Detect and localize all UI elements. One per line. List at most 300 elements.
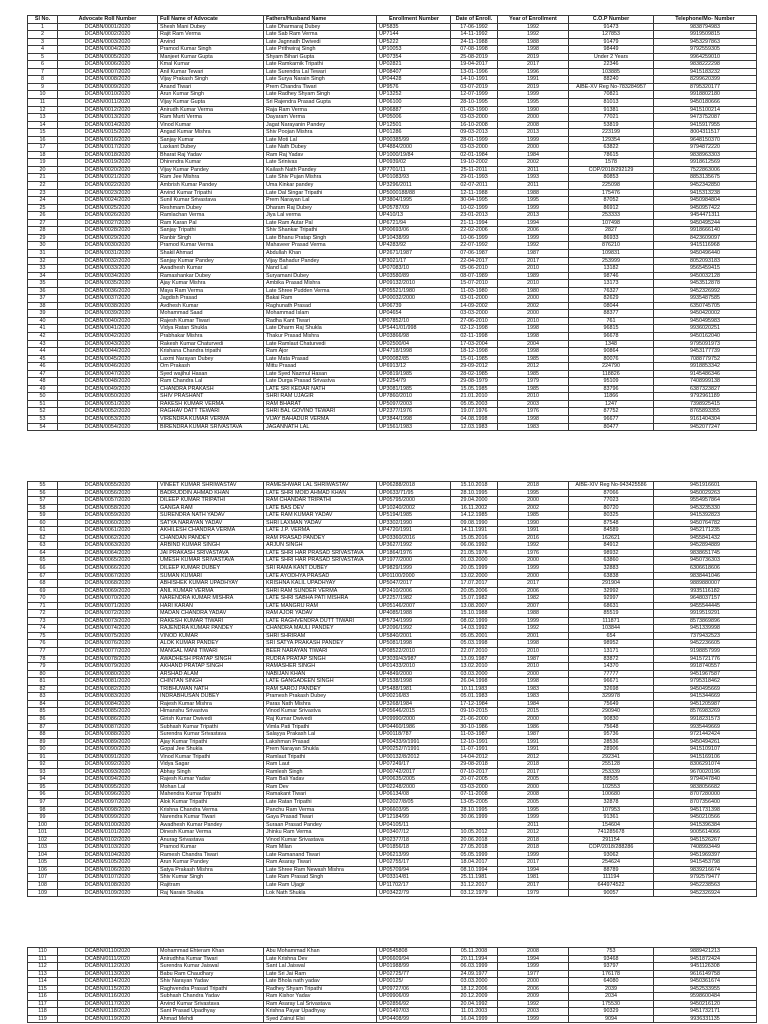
- telephone-cell: 9838963303: [654, 152, 757, 160]
- header-enrollment-date: Date of Enroll.: [451, 16, 498, 24]
- telephone-cell: 9792579477: [654, 874, 757, 882]
- enrollment-year-cell: 1987: [498, 250, 569, 258]
- enrollment-date-cell: 21.01.2010: [451, 393, 498, 401]
- sl-no-cell: 82: [28, 686, 58, 694]
- father-husband-name-cell: Raj Kumar Dwivedi: [264, 716, 377, 724]
- advocate-name-cell: Ranbir Singh: [158, 235, 264, 243]
- enrollment-date-cell: 05.05.2003: [451, 401, 498, 409]
- advocate-list-table-part-3: [27, 947, 757, 1023]
- enrollment-number-cell: UP01100/2000: [377, 573, 451, 581]
- roll-number-cell: DCABN/0033/2020: [58, 265, 158, 273]
- telephone-cell: 9794872220: [654, 144, 757, 152]
- cop-number-cell: 11866: [569, 393, 654, 401]
- roll-number-cell: DCABN/0098/2020: [58, 807, 158, 815]
- advocate-name-cell: Arun Kumar Singh: [158, 91, 264, 99]
- father-husband-name-cell: Prem Narayan Lal: [264, 197, 377, 205]
- sl-no-cell: 105: [28, 859, 58, 867]
- enrollment-year-cell: 1998: [498, 416, 569, 424]
- advocate-name-cell: Ram Jee Mishra: [158, 174, 264, 182]
- telephone-cell: 9453235330: [654, 505, 757, 513]
- roll-number-cell: DCABN/0091/2020: [58, 754, 158, 762]
- sl-no-cell: 3: [28, 39, 58, 47]
- enrollment-number-cell: UP1561/1983: [377, 424, 451, 432]
- enrollment-date-cell: 12-11-1988: [451, 190, 498, 198]
- father-husband-name-cell: Vimla Pati Tripathi: [264, 724, 377, 732]
- sl-no-cell: 25: [28, 205, 58, 213]
- father-husband-name-cell: Late Ramanand Tiwari: [264, 852, 377, 860]
- enrollment-date-cell: 20.12.2009: [451, 993, 498, 1001]
- telephone-cell: 9918740557: [654, 663, 757, 671]
- father-husband-name-cell: LATE SHRI MOID AHMAD KHAN: [264, 490, 377, 498]
- cop-number-cell: 109831: [569, 250, 654, 258]
- father-husband-name-cell: Lakshman Prasad: [264, 739, 377, 747]
- enrollment-number-cell: UP04408/99: [377, 1016, 451, 1024]
- cop-number-cell: 224790: [569, 363, 654, 371]
- enrollment-date-cell: 16.11.2002: [451, 505, 498, 513]
- enrollment-date-cell: 29-09-2012: [451, 363, 498, 371]
- enrollment-year-cell: 2018: [498, 482, 569, 490]
- father-husband-name-cell: RAM PRASAD PANDEY: [264, 535, 377, 543]
- sl-no-cell: 23: [28, 190, 58, 198]
- telephone-cell: 8573869896: [654, 618, 757, 626]
- telephone-cell: 9648150370: [654, 137, 757, 145]
- enrollment-number-cell: UP09990/2000: [377, 716, 451, 724]
- advocate-name-cell: RAGHAV DATT TEWARI: [158, 408, 264, 416]
- enrollment-date-cell: 05-06-2010: [451, 265, 498, 273]
- advocate-name-cell: Rajesh Kumar Mishra: [158, 701, 264, 709]
- advocate-name-cell: Narendra Kumar Tiwari: [158, 814, 264, 822]
- father-husband-name-cell: Late Ratan Tripathi: [264, 799, 377, 807]
- telephone-cell: 9670020196: [654, 769, 757, 777]
- enrollment-date-cell: 20.05.1999: [451, 565, 498, 573]
- enrollment-number-cell: UP4283/92: [377, 242, 451, 250]
- advocate-name-cell: JAI PRAKASH SRIVASTAVA: [158, 550, 264, 558]
- father-husband-name-cell: Late Bhola nath yadav: [264, 978, 377, 986]
- enrollment-number-cell: UP02725/77: [377, 971, 451, 979]
- enrollment-year-cell: 2016: [498, 535, 569, 543]
- sl-no-cell: 32: [28, 258, 58, 266]
- advocate-name-cell: ANIL KUMAR VERMA: [158, 588, 264, 596]
- father-husband-name-cell: Late Ram Prasad Singh: [264, 874, 377, 882]
- roll-number-cell: DCABN/0023/2020: [58, 190, 158, 198]
- roll-number-cell: DCABN/0101/2020: [58, 829, 158, 837]
- advocate-name-cell: Mahendra Kumar Tripathi: [158, 791, 264, 799]
- telephone-cell: 9451126308: [654, 963, 757, 971]
- sl-no-cell: 65: [28, 557, 58, 565]
- father-husband-name-cell: LATE AYODHYA PRASAD: [264, 573, 377, 581]
- father-husband-name-cell: Shiv Shankar Tripathi: [264, 227, 377, 235]
- cop-number-cell: 77777: [569, 671, 654, 679]
- telephone-cell: 9452077247: [654, 424, 757, 432]
- father-husband-name-cell: Gaya Prasad Tiwari: [264, 814, 377, 822]
- cop-number-cell: 22346: [569, 61, 654, 69]
- enrollment-year-cell: 2000: [498, 573, 569, 581]
- roll-number-cell: DCABN/0051/2020: [58, 401, 158, 409]
- sl-no-cell: 86: [28, 716, 58, 724]
- father-husband-name-cell: Late Dharmaraj Dubey: [264, 24, 377, 32]
- roll-number-cell: DCABN/0097/2020: [58, 799, 158, 807]
- enrollment-date-cell: 12-10-1991: [451, 739, 498, 747]
- cop-number-cell: 13173: [569, 280, 654, 288]
- cop-number-cell: 80076: [569, 356, 654, 364]
- enrollment-date-cell: 12.03.1983: [451, 424, 498, 432]
- enrollment-date-cell: 30.06.1999: [451, 814, 498, 822]
- enrollment-year-cell: 1992: [498, 542, 569, 550]
- cop-number-cell: 82629: [569, 295, 654, 303]
- cop-number-cell: COP/2018/288286: [569, 844, 654, 852]
- roll-number-cell: DCABN/0086/2020: [58, 716, 158, 724]
- sl-no-cell: 74: [28, 625, 58, 633]
- cop-number-cell: 644974522: [569, 882, 654, 890]
- telephone-cell: 8299620399: [654, 76, 757, 84]
- enrollment-date-cell: 21-06-2000: [451, 716, 498, 724]
- enrollment-date-cell: 07-06-1987: [451, 250, 498, 258]
- sl-no-cell: 89: [28, 739, 58, 747]
- enrollment-year-cell: 2008: [498, 948, 569, 956]
- enrollment-year-cell: 1998: [498, 46, 569, 54]
- cop-number-cell: 80720: [569, 505, 654, 513]
- father-husband-name-cell: VIJAY BAHADUR VERMA: [264, 416, 377, 424]
- enrollment-number-cell: UP5835: [377, 24, 451, 32]
- telephone-cell: 9452238563: [654, 882, 757, 890]
- advocate-name-cell: Ram Murti Verma: [158, 114, 264, 122]
- cop-number-cell: 129354: [569, 137, 654, 145]
- cop-number-cell: 84912: [569, 542, 654, 550]
- enrollment-year-cell: 1998: [498, 333, 569, 341]
- enrollment-year-cell: 2000: [498, 784, 569, 792]
- telephone-cell: 9936020251: [654, 325, 757, 333]
- father-husband-name-cell: Ram Dev: [264, 784, 377, 792]
- enrollment-date-cell: 17-12-1984: [451, 701, 498, 709]
- father-husband-name-cell: Suraan Prasad Pandey: [264, 822, 377, 830]
- enrollment-number-cell: UP03580/89: [377, 273, 451, 281]
- enrollment-date-cell: 10-02-1999: [451, 205, 498, 213]
- cop-number-cell: 741285678: [569, 829, 654, 837]
- cop-number-cell: 76327: [569, 288, 654, 296]
- advocate-name-cell: Mohan Lal: [158, 784, 264, 792]
- enrollment-date-cell: 25-08-2019: [451, 54, 498, 62]
- roll-number-cell: DCABN/0087/2020: [58, 724, 158, 732]
- telephone-cell: 9451732171: [654, 1008, 757, 1016]
- telephone-cell: 8707280000: [654, 791, 757, 799]
- cop-number-cell: 127853: [569, 31, 654, 39]
- cop-number-cell: 93468: [569, 956, 654, 964]
- enrollment-date-cell: 03-03-2000: [451, 310, 498, 318]
- enrollment-date-cell: 10.05.2012: [451, 829, 498, 837]
- cop-number-cell: 107498: [569, 220, 654, 228]
- cop-number-cell: COP/2018/292129: [569, 167, 654, 175]
- telephone-cell: 7522863006: [654, 167, 757, 175]
- roll-number-cell: DCABN/0077/2020: [58, 648, 158, 656]
- cop-number-cell: 63838: [569, 573, 654, 581]
- father-husband-name-cell: Ramlaut Tripathi: [264, 754, 377, 762]
- enrollment-number-cell: UP07354: [377, 54, 451, 62]
- header-enrollment-year: Year of Enrollment: [498, 16, 569, 24]
- advocate-name-cell: Anurag Srivastava: [158, 837, 264, 845]
- sl-no-cell: 98: [28, 807, 58, 815]
- telephone-cell: 9450736303: [654, 557, 757, 565]
- enrollment-year-cell: 2015: [498, 708, 569, 716]
- enrollment-year-cell: 2010: [498, 393, 569, 401]
- enrollment-date-cell: 16-10-2008: [451, 122, 498, 130]
- enrollment-number-cell: UP3844/1998: [377, 416, 451, 424]
- father-husband-name-cell: RUDRA PRATAP SINGH: [264, 656, 377, 664]
- sl-no-cell: 11: [28, 99, 58, 107]
- enrollment-number-cell: UP05795/2000: [377, 497, 451, 505]
- sl-no-cell: 29: [28, 235, 58, 243]
- telephone-cell: 9838441046: [654, 573, 757, 581]
- father-husband-name-cell: Jagat Narayanin Pandey: [264, 122, 377, 130]
- sl-no-cell: 22: [28, 182, 58, 190]
- enrollment-year-cell: 1992: [498, 625, 569, 633]
- enrollment-number-cell: UP02027/8/05: [377, 799, 451, 807]
- telephone-cell: 8004311517: [654, 129, 757, 137]
- cop-number-cell: 291904: [569, 580, 654, 588]
- enrollment-number-cell: UP05521/1980: [377, 288, 451, 296]
- advocate-name-cell: VINEET KUMAR SHRIWASTAV: [158, 482, 264, 490]
- cop-number-cell: 1578: [569, 159, 654, 167]
- enrollment-date-cell: 28.10.1995: [451, 807, 498, 815]
- enrollment-number-cell: UP3302/1990: [377, 520, 451, 528]
- roll-number-cell: DCABN/0114/2020: [58, 978, 158, 986]
- telephone-cell: 9451872424: [654, 956, 757, 964]
- telephone-cell: 9452236605: [654, 640, 757, 648]
- enrollment-year-cell: 2000: [498, 295, 569, 303]
- roll-number-cell: DCABN/0020/2020: [58, 167, 158, 175]
- enrollment-year-cell: 2019: [498, 54, 569, 62]
- cop-number-cell: 32883: [569, 565, 654, 573]
- telephone-cell: 9889880007: [654, 580, 757, 588]
- telephone-cell: 8306291074: [654, 761, 757, 769]
- advocate-name-cell: Vijay Prakash Singh: [158, 76, 264, 84]
- cop-number-cell: 654: [569, 633, 654, 641]
- enrollment-number-cell: UP04460/1986: [377, 724, 451, 732]
- enrollment-date-cell: 21.05.1976: [451, 550, 498, 558]
- sl-no-cell: 61: [28, 527, 58, 535]
- enrollment-number-cell: UP06739: [377, 303, 451, 311]
- enrollment-number-cell: UP06134/08: [377, 791, 451, 799]
- header-sl-no: Sl No.: [28, 16, 58, 24]
- enrollment-date-cell: 19.07.1976: [451, 408, 498, 416]
- telephone-cell: 9453297863: [654, 39, 757, 47]
- telephone-cell: 9964259010: [654, 54, 757, 62]
- enrollment-year-cell: 1985: [498, 386, 569, 394]
- roll-number-cell: DCABN/0053/2020: [58, 416, 158, 424]
- advocate-name-cell: SUMAN KUMARI: [158, 573, 264, 581]
- enrollment-date-cell: 12-07-1999: [451, 91, 498, 99]
- enrollment-number-cell: UP10053: [377, 46, 451, 54]
- enrollment-number-cell: UP02500/04: [377, 341, 451, 349]
- enrollment-number-cell: UP10438/99: [377, 235, 451, 243]
- enrollment-date-cell: 27-06-2010: [451, 318, 498, 326]
- enrollment-number-cell: UP0545808: [377, 948, 451, 956]
- enrollment-number-cell: UP03422/79: [377, 890, 451, 898]
- enrollment-date-cell: 13.02.2010: [451, 663, 498, 671]
- roll-number-cell: DCABN/0085/2020: [58, 708, 158, 716]
- cop-number-cell: 14370: [569, 663, 654, 671]
- enrollment-number-cell: UP00082/85: [377, 356, 451, 364]
- advocate-name-cell: Shiv Narayan Yadav: [158, 978, 264, 986]
- enrollment-year-cell: 2018: [498, 844, 569, 852]
- roll-number-cell: DCABN/0027/2020: [58, 220, 158, 228]
- roll-number-cell: DCABN/0018/2020: [58, 152, 158, 160]
- enrollment-year-cell: 2007: [498, 603, 569, 611]
- father-husband-name-cell: Ram Bali Yadav: [264, 776, 377, 784]
- enrollment-year-cell: 1988: [498, 190, 569, 198]
- enrollment-number-cell: UP1864/1976: [377, 550, 451, 558]
- advocate-name-cell: RAKESH KUMAR TIWARI: [158, 618, 264, 626]
- enrollment-number-cell: UP06100: [377, 99, 451, 107]
- enrollment-number-cell: UP01988/99: [377, 963, 451, 971]
- roll-number-cell: DCABN/0100/2020: [58, 822, 158, 830]
- telephone-cell: 9161404304: [654, 416, 757, 424]
- advocate-name-cell: Anil Kumar Tewari: [158, 69, 264, 77]
- header-enrollment-number: Enrollment Number: [377, 16, 451, 24]
- enrollment-date-cell: 29-08-1979: [451, 378, 498, 386]
- cop-number-cell: 95109: [569, 378, 654, 386]
- enrollment-number-cell: UP1977/2000: [377, 557, 451, 565]
- enrollment-date-cell: 03-03-2000: [451, 144, 498, 152]
- enrollment-number-cell: UP5441/01/998: [377, 325, 451, 333]
- telephone-cell: 9005614066: [654, 829, 757, 837]
- advocate-name-cell: Vijay Kumar Gupta: [158, 99, 264, 107]
- cop-number-cell: 100680: [569, 791, 654, 799]
- roll-number-cell: DCABN/0095/2020: [58, 784, 158, 792]
- enrollment-date-cell: 30-04-1995: [451, 197, 498, 205]
- advocate-name-cell: CHINTAN SINGH: [158, 678, 264, 686]
- sl-no-cell: 112: [28, 963, 58, 971]
- sl-no-cell: 100: [28, 822, 58, 830]
- cop-number-cell: 75649: [569, 701, 654, 709]
- sl-no-cell: 103: [28, 844, 58, 852]
- telephone-cell: 7088779752: [654, 356, 757, 364]
- enrollment-date-cell: 08.02.1999: [451, 618, 498, 626]
- enrollment-number-cell: UP06609/94: [377, 956, 451, 964]
- father-husband-name-cell: Radha Kant Tiwari: [264, 318, 377, 326]
- father-husband-name-cell: Ramlesh Singh: [264, 769, 377, 777]
- roll-number-cell: DCABN/0090/2020: [58, 746, 158, 754]
- enrollment-year-cell: 2012: [498, 829, 569, 837]
- enrollment-number-cell: UP5097/2003: [377, 401, 451, 409]
- enrollment-year-cell: 1977: [498, 971, 569, 979]
- enrollment-date-cell: 22-07-1992: [451, 242, 498, 250]
- father-husband-name-cell: Vinod Kumar Srivastva: [264, 708, 377, 716]
- advocate-name-cell: Surendra Kumar Jaiswal: [158, 963, 264, 971]
- enrollment-year-cell: 1984: [498, 701, 569, 709]
- roll-number-cell: DCABN/0011/2020: [58, 99, 158, 107]
- enrollment-date-cell: 21-11-1994: [451, 220, 498, 228]
- enrollment-year-cell: 2000: [498, 144, 569, 152]
- enrollment-date-cell: 15.05.2016: [451, 535, 498, 543]
- enrollment-year-cell: 2010: [498, 663, 569, 671]
- sl-no-cell: 39: [28, 310, 58, 318]
- roll-number-cell: DCABN/0015/2020: [58, 129, 158, 137]
- sl-no-cell: 46: [28, 363, 58, 371]
- cop-number-cell: 13171: [569, 648, 654, 656]
- father-husband-name-cell: Sri Rajendra Prasad Gupta: [264, 99, 377, 107]
- cop-number-cell: 28906: [569, 746, 654, 754]
- enrollment-number-cell: UP5734/1999: [377, 618, 451, 626]
- enrollment-year-cell: 2000: [498, 671, 569, 679]
- telephone-cell: 9451526267: [654, 837, 757, 845]
- advocate-name-cell: Raj Narain Shukla: [158, 890, 264, 898]
- enrollment-date-cell: 14.03.1992: [451, 625, 498, 633]
- telephone-cell: 7398925415: [654, 401, 757, 409]
- father-husband-name-cell: Syed Zainul Elsi: [264, 1016, 377, 1024]
- telephone-cell: 9794047840: [654, 776, 757, 784]
- roll-number-cell: DCABN/0050/2020: [58, 393, 158, 401]
- advocate-name-cell: Ahmad Mehdi: [158, 1016, 264, 1024]
- advocate-name-cell: Krishna Chandra Verma: [158, 807, 264, 815]
- sl-no-cell: 1: [28, 24, 58, 32]
- sl-no-cell: 54: [28, 424, 58, 432]
- advocate-name-cell: Sunil Kumar Srivastava: [158, 197, 264, 205]
- father-husband-name-cell: Late Moti Lal: [264, 137, 377, 145]
- enrollment-year-cell: 1985: [498, 356, 569, 364]
- enrollment-year-cell: 2009: [498, 993, 569, 1001]
- cop-number-cell: 85519: [569, 610, 654, 618]
- roll-number-cell: DCABN/0105/2020: [58, 859, 158, 867]
- sl-no-cell: 9: [28, 84, 58, 92]
- father-husband-name-cell: Thakur Prasad Mishra: [264, 333, 377, 341]
- enrollment-date-cell: 25.11.1981: [451, 874, 498, 882]
- advocate-name-cell: Rakesh Kumar Chaturvedi: [158, 341, 264, 349]
- enrollment-date-cell: 04.08.1998: [451, 416, 498, 424]
- cop-number-cell: 70821: [569, 91, 654, 99]
- enrollment-date-cell: 09-03-2013: [451, 129, 498, 137]
- cop-number-cell: 9094: [569, 1016, 654, 1024]
- enrollment-number-cell: UP05709/94: [377, 867, 451, 875]
- enrollment-date-cell: 03.03.2000: [451, 671, 498, 679]
- roll-number-cell: DCABN/0006/2020: [58, 61, 158, 69]
- advocate-name-cell: Anand Tiwari: [158, 84, 264, 92]
- enrollment-number-cell: UP4085/1988: [377, 610, 451, 618]
- sl-no-cell: 58: [28, 505, 58, 513]
- enrollment-number-cell: UP07852/10: [377, 318, 451, 326]
- telephone-cell: 9451969397: [654, 852, 757, 860]
- enrollment-date-cell: 14-04-2012: [451, 754, 498, 762]
- roll-number-cell: DCABN/0014/2020: [58, 122, 158, 130]
- sl-no-cell: 91: [28, 754, 58, 762]
- advocate-name-cell: Shakil Ahmad: [158, 250, 264, 258]
- cop-number-cell: 91479: [569, 39, 654, 47]
- enrollment-number-cell: UP06288/2018: [377, 482, 451, 490]
- enrollment-year-cell: 2000: [498, 978, 569, 986]
- advocate-name-cell: Vinod Kumar Tripathi: [158, 754, 264, 762]
- cop-number-cell: 64080: [569, 978, 654, 986]
- roll-number-cell: DCABN/0067/2020: [58, 573, 158, 581]
- enrollment-number-cell: UP4849/2000: [377, 671, 451, 679]
- telephone-cell: 9145486346: [654, 371, 757, 379]
- sl-no-cell: 45: [28, 356, 58, 364]
- roll-number-cell: DCABN/0016/2020: [58, 137, 158, 145]
- roll-number-cell: DCABN/0104/2020: [58, 852, 158, 860]
- cop-number-cell: Under 2 Years: [569, 54, 654, 62]
- sl-no-cell: 48: [28, 378, 58, 386]
- enrollment-date-cell: 11-03-1980: [451, 288, 498, 296]
- telephone-cell: 9451339998: [654, 625, 757, 633]
- sl-no-cell: 31: [28, 250, 58, 258]
- sl-no-cell: 62: [28, 535, 58, 543]
- father-husband-name-cell: Late Syed Nazmul Hasan: [264, 371, 377, 379]
- father-husband-name-cell: LATE RAM KUMAR YADAV: [264, 512, 377, 520]
- sl-no-cell: 117: [28, 1001, 58, 1009]
- enrollment-date-cell: 03.03.2000: [451, 978, 498, 986]
- telephone-cell: 6387323827: [654, 386, 757, 394]
- enrollment-year-cell: 1999: [498, 137, 569, 145]
- father-husband-name-cell: Ambika Prasad Mishra: [264, 280, 377, 288]
- sl-no-cell: 47: [28, 371, 58, 379]
